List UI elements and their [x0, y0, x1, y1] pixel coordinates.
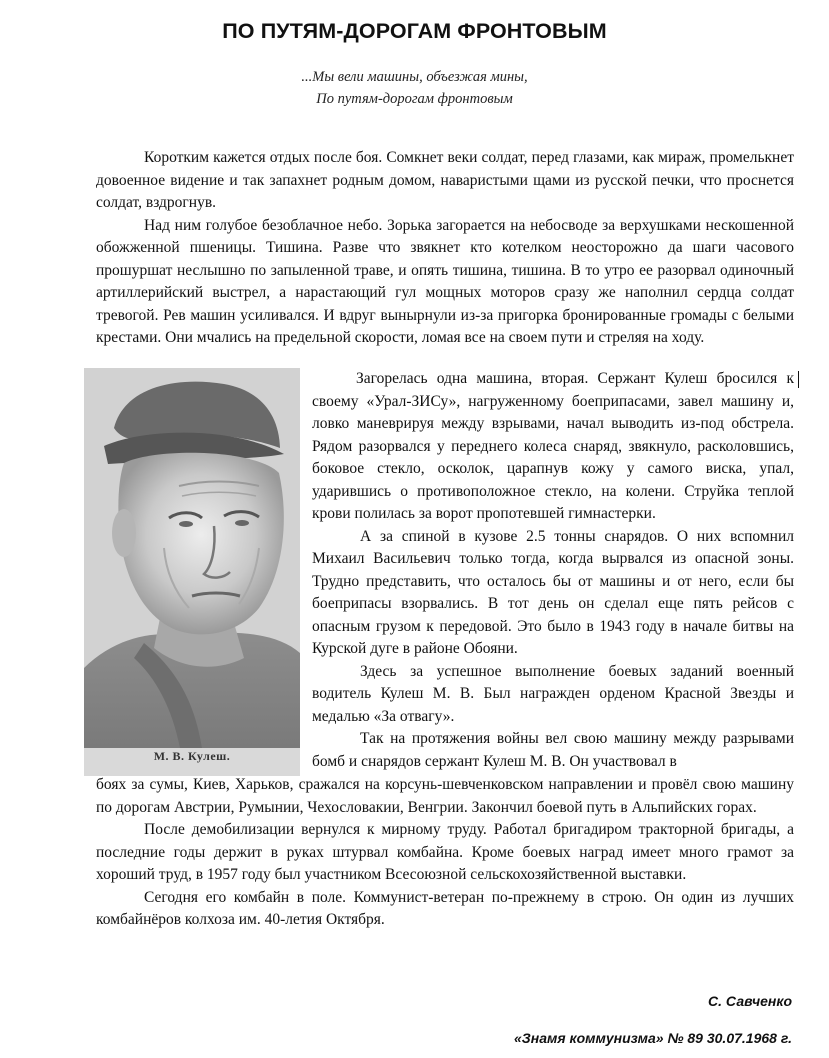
- publication-source: «Знамя коммунизма» № 89 30.07.1968 г.: [514, 1030, 792, 1046]
- portrait-image: [84, 368, 300, 776]
- author-signature: С. Савченко: [708, 993, 792, 1009]
- portrait-photo: [84, 368, 300, 776]
- photo-caption: М. В. Кулеш.: [153, 749, 231, 763]
- article-body-top: [96, 147, 794, 350]
- paragraph: Над ним голубое безоблачное небо. Зорька загорается на небосводе за верхушками нескошенной обожженной пшеницы. Тишина. Разве что звякнет кто котелком неосторожно да шаги часового прошуршат неслышно по запыленной траве, и опять тишина, тишина. В то утро ее разорвал одиночный артиллерийский выстрел, а нарастающий гул мощных моторов сразу же наполнил сердца солдат тревогой. Рев машин усиливался. И вдруг вынырнули из-за пригорка бронированные громады с белыми крестами. Они мчались на предельной скорости, ломая все на своем пути и стреляя на ходу.: [96, 216, 794, 346]
- paragraph: Коротким кажется отдых после боя. Сомкнет веки солдат, перед глазами, как мираж, промелькнет довоенное видение и так запахнет родным домом, наваристыми щами из русской печки, что проснется солдат, вздрогнув.: [96, 149, 794, 211]
- epigraph-line: По путям-дорогам фронтовым: [316, 91, 513, 107]
- epigraph: [0, 66, 829, 110]
- paragraph: Загорелась одна машина, вторая. Сержант Кулеш бросился к своему «Урал-ЗИСу», нагруженному боеприпасами, завел машину и, ловко маневрируя между взрывами, начал выводить из-под обстрела. Рядом разорвался у переднего колеса снаряд, звякнуло, расколовшись, боковое стекло, осколок, царапнув кожу у самого виска, упал, ударившись о противоположное стекло, на колени. Струйка теплой крови полилась за ворот пропотевшей гимнастерки.: [312, 370, 794, 522]
- paragraph: А за спиной в кузове 2.5 тонны снарядов. О них вспомнил Михаил Васильевич только тогда, когда вырвался из опасной зоны. Трудно представить, что осталось бы от машины и от него, если бы боеприпасы взорвались. В тот день он сделал еще пять рейсов с опасным грузом к передовой. Это было в 1943 году в начале битвы на Курской дуге в районе Обояни.: [312, 527, 794, 657]
- paragraph: боях за сумы, Киев, Харьков, сражался на корсунь-шевченковском направлении и провёл свою машину по дорогам Австрии, Румынии, Чехословакии, Венгрии. Закончил боевой путь в Альпийских горах.: [96, 776, 794, 816]
- article-body-right: [312, 368, 794, 773]
- text-cursor: [798, 371, 799, 388]
- paragraph: Сегодня его комбайн в поле. Коммунист-ветеран по-прежнему в строю. Он один из лучших комбайнёров колхоза им. 40-летия Октября.: [96, 888, 794, 928]
- paragraph: Так на протяжения войны вел свою машину между разрывами бомб и снарядов сержант Кулеш М. В. Он участвовал в: [312, 730, 794, 770]
- paragraph: После демобилизации вернулся к мирному труду. Работал бригадиром тракторной бригады, а последние годы держит в руках штурвал комбайна. Кроме боевых наград имеет много грамот за хороший труд, в 1957 году был участником Всесоюзной сельскохозяйственной выставки.: [96, 821, 794, 883]
- paragraph: Здесь за успешное выполнение боевых заданий военный водитель Кулеш М. В. Был награжден орденом Красной Звезды и медалью «За отвагу».: [312, 662, 794, 725]
- epigraph-line: ...Мы вели машины, объезжая мины,: [301, 69, 528, 85]
- article-title: ПО ПУТЯМ-ДОРОГАМ ФРОНТОВЫМ: [222, 19, 607, 43]
- article-body-bottom: [96, 774, 794, 932]
